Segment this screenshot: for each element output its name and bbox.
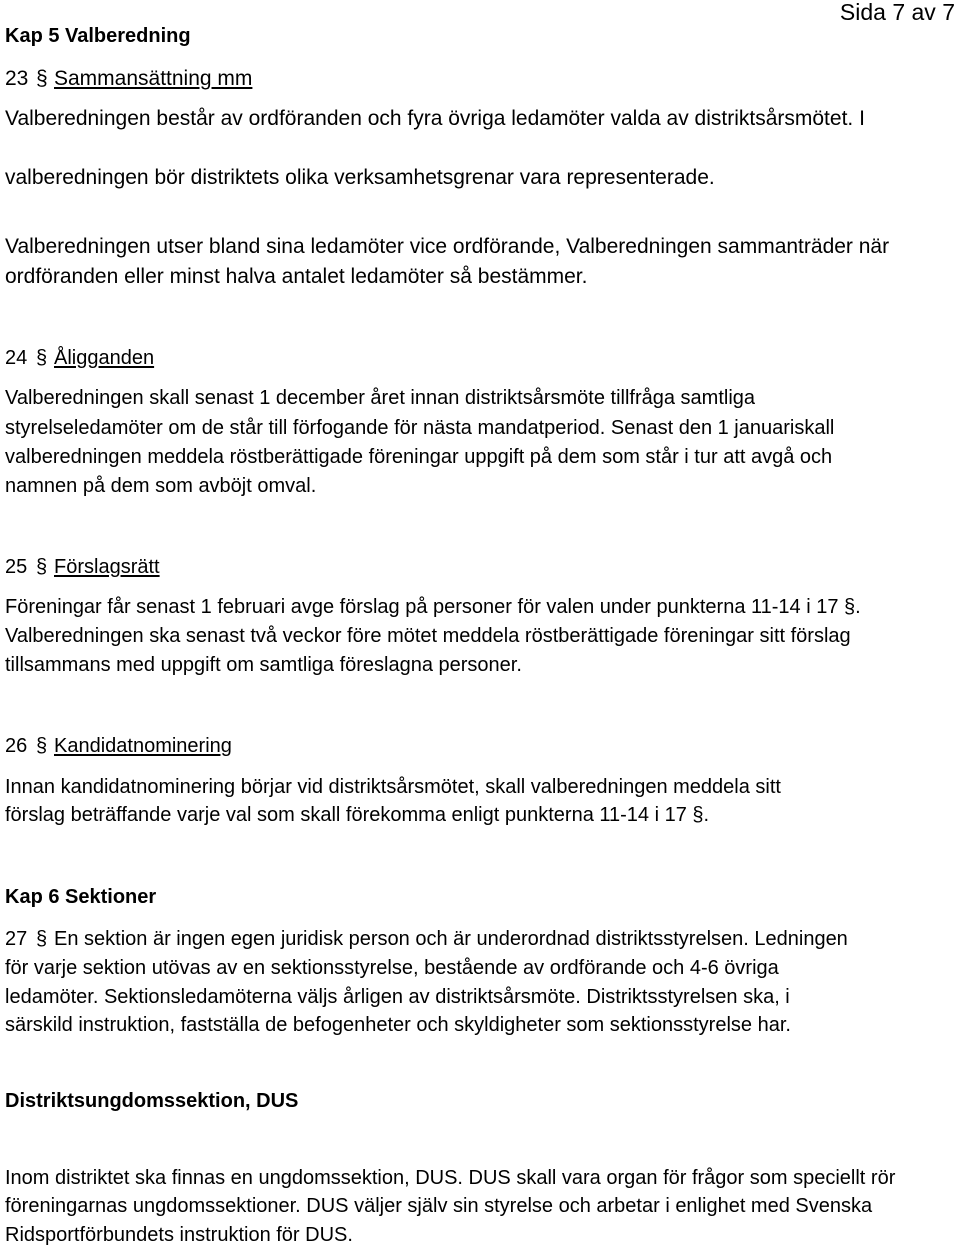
paragraph-line: Inom distriktet ska finnas en ungdomssektion, DUS. DUS skall vara organ för frågor som speciellt rör	[5, 1167, 896, 1189]
paragraph-line: Valberedningen ska senast två veckor före mötet meddela röstberättigade föreningar sitt förslag	[5, 625, 851, 647]
page-indicator: Sida 7 av 7	[839, 0, 955, 25]
paragraph-line: förslag beträffande varje val som skall förekomma enligt punkterna 11-14 i 17 §.	[5, 804, 710, 826]
paragraph-line: ledamöter. Sektionsledamöterna väljs årligen av distriktsårsmöte. Distriktsstyrelsen ska, i	[5, 986, 790, 1008]
paragraph-line: för varje sektion utövas av en sektionsstyrelse, bestående av ordförande och 4-6 övriga	[5, 957, 779, 979]
paragraph-line: tillsammans med uppgift om samtliga föreslagna personer.	[5, 654, 522, 676]
section-sign: §	[36, 556, 48, 578]
paragraph-line: Ridsportförbundets instruktion för DUS.	[5, 1224, 353, 1246]
section-number: 24	[5, 347, 28, 369]
paragraph-line: valberedningen meddela röstberättigade föreningar uppgift på dem som står i tur att avgå och	[5, 446, 833, 468]
section-sign: §	[36, 67, 48, 90]
section-heading	[5, 348, 154, 368]
paragraph-line: ordföranden eller minst halva antalet ledamöter så bestämmer.	[5, 265, 588, 288]
section-number: 27	[5, 928, 28, 950]
section-title: Åligganden	[54, 347, 155, 369]
paragraph-line: föreningarnas ungdomssektioner. DUS väljer själv sin styrelse och arbetar i enlighet med Svenska	[5, 1195, 873, 1217]
chapter-title: Kap 5 Valberedning	[5, 25, 191, 47]
paragraph-line: Innan kandidatnominering börjar vid distriktsårsmötet, skall valberedningen meddela sitt	[5, 776, 781, 798]
section-heading	[5, 736, 232, 756]
paragraph-line: Valberedningen skall senast 1 december året innan distriktsårsmöte tillfråga samtliga	[5, 387, 756, 409]
section-sign: §	[36, 928, 48, 950]
section-title: Sammansättning mm	[54, 67, 253, 90]
section-number: 26	[5, 735, 28, 757]
paragraph-line: Valberedningen utser bland sina ledamöter vice ordförande, Valberedningen sammanträder när	[5, 235, 890, 258]
paragraph-line: Valberedningen består av ordföranden och fyra övriga ledamöter valda av distriktsårsmötet. I	[5, 107, 865, 130]
section-heading	[5, 557, 160, 577]
chapter-title: Kap 6 Sektioner	[5, 886, 157, 908]
section-number: 23	[5, 67, 29, 90]
section-sign: §	[36, 735, 48, 757]
paragraph-line: särskild instruktion, fastställa de befogenheter och skyldigheter som sektionsstyrelse har.	[5, 1014, 791, 1036]
section-title: Förslagsrätt	[54, 556, 160, 578]
paragraph-text: En sektion är ingen egen juridisk person och är underordnad distriktsstyrelsen. Ledningen	[54, 928, 848, 950]
section-first-line	[5, 929, 848, 949]
paragraph-line: Föreningar får senast 1 februari avge förslag på personer för valen under punkterna 11-14 i 17 §.	[5, 596, 861, 618]
section-sign: §	[36, 347, 48, 369]
paragraph-line: namnen på dem som avböjt omval.	[5, 475, 317, 497]
paragraph-line: styrelseledamöter om de står till förfogande för nästa mandatperiod. Senast den 1 januariskall	[5, 417, 835, 439]
section-title: Kandidatnominering	[54, 735, 232, 757]
section-heading	[5, 68, 252, 89]
section-number: 25	[5, 556, 28, 578]
paragraph-line: valberedningen bör distriktets olika verksamhetsgrenar vara representerade.	[5, 166, 715, 189]
subsection-title: Distriktsungdomssektion, DUS	[5, 1090, 299, 1112]
